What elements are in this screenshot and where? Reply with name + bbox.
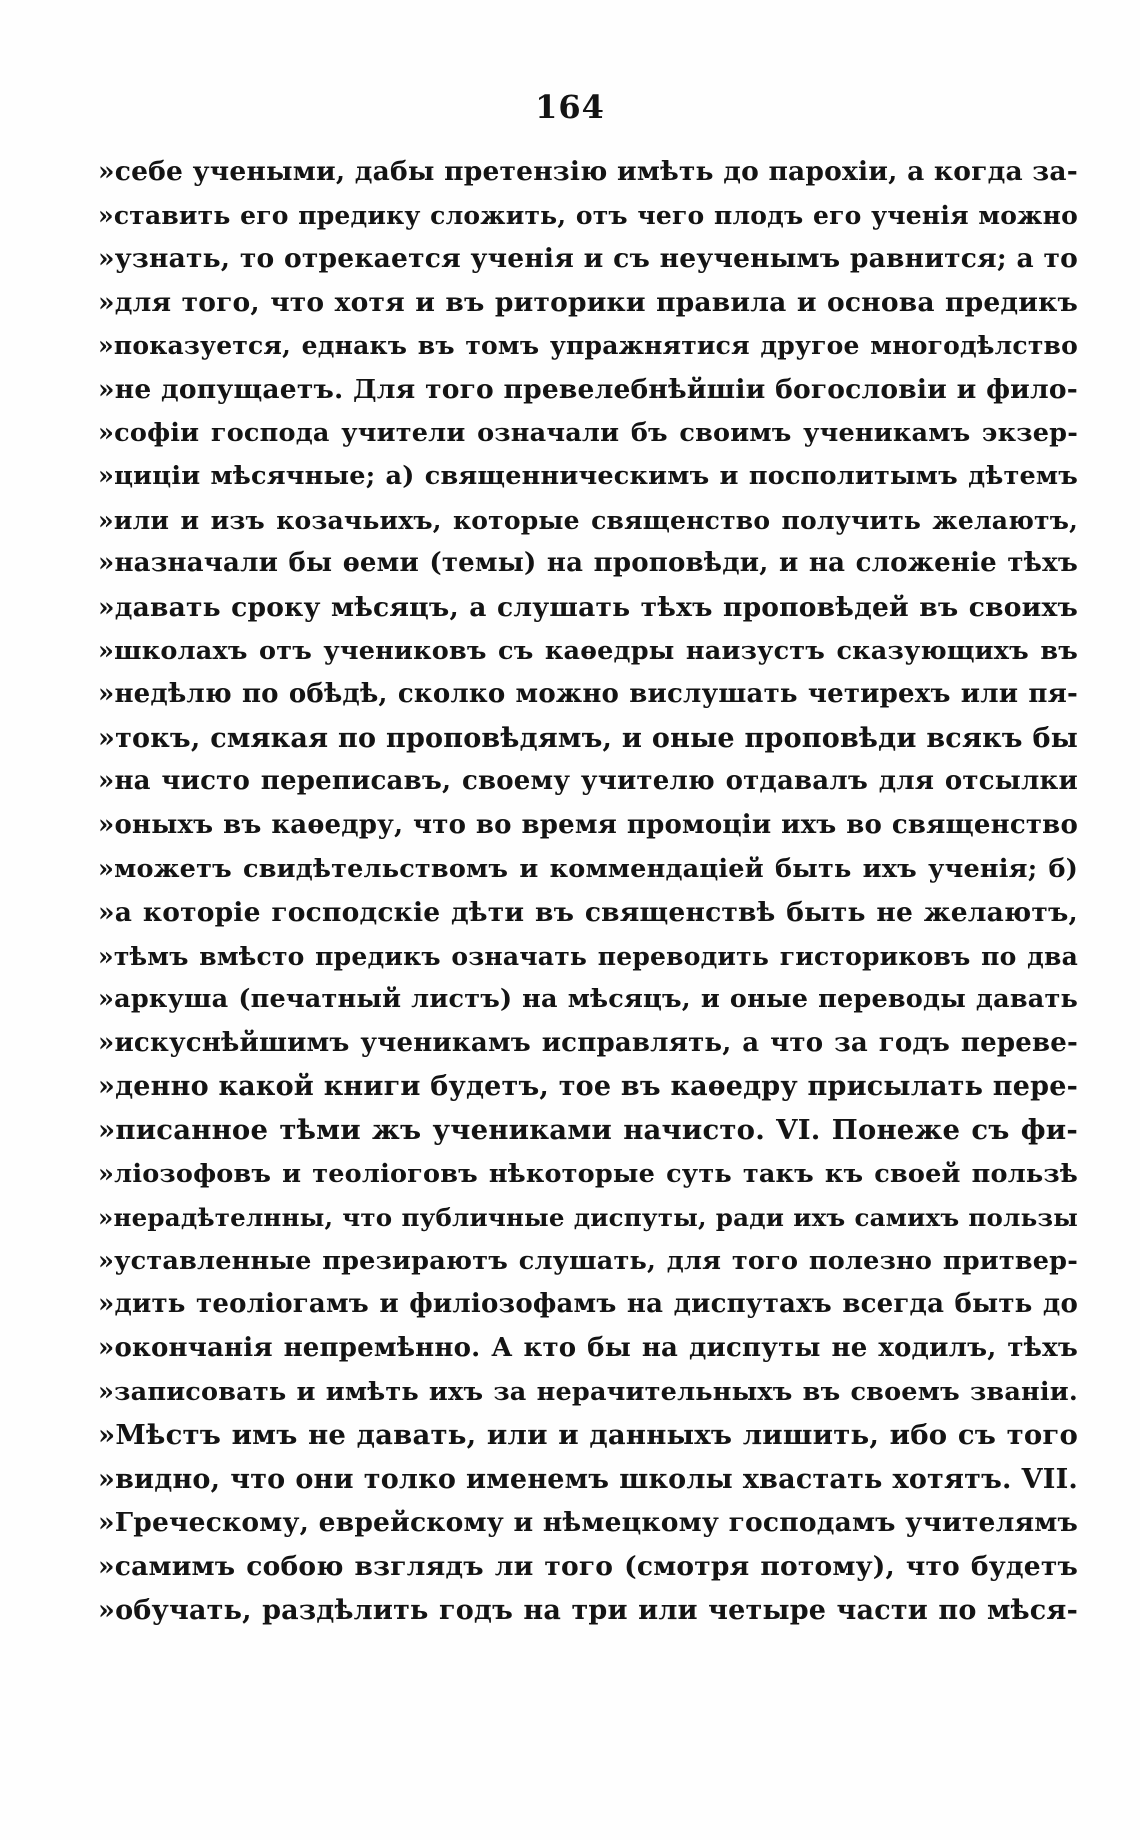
text-line: »аркуша (печатный листъ) на мѣсяцъ, и оные переводы давать <box>98 984 1078 1015</box>
text-line: »можетъ свидѣтельствомъ и коммендаціей быть ихъ ученія; б) <box>98 853 1078 884</box>
page-body-text <box>98 150 1078 1632</box>
text-line: »дить теоліогамъ и филіозофамъ на диспутахъ всегда быть до <box>98 1289 1078 1320</box>
text-line: »уставленные презираютъ слушать, для того полезно притвер- <box>98 1245 1078 1276</box>
text-line: »ставить его предику сложить, отъ чего плодъ его ученія можно <box>98 200 1078 230</box>
text-line: »узнать, то отрекается ученія и съ неученымъ равнится; а то <box>98 243 1078 275</box>
text-line: »денно какой книги будетъ, тое въ каѳедру присылать пере- <box>98 1071 1078 1103</box>
text-line: »школахъ отъ учениковъ съ каѳедры наизустъ сказующихъ въ <box>98 635 1078 666</box>
text-line: »искуснѣйшимъ ученикамъ исправлять, а что за годъ переве- <box>98 1027 1078 1058</box>
text-line: »записовать и имѣть ихъ за нерачительныхъ въ своемъ званіи. <box>98 1376 1078 1407</box>
text-line: »для того, что хотя и въ риторики правила и основа предикъ <box>98 286 1078 318</box>
text-line: »не допущаетъ. Для того превелебнѣйшіи богословіи и фило- <box>98 373 1078 405</box>
text-line: »Мѣстъ имъ не давать, или и данныхъ лишить, ибо съ того <box>98 1419 1078 1452</box>
page-number: 164 <box>535 88 605 126</box>
text-line: »нерадѣтелнны, что публичные диспуты, ради ихъ самихъ пользы <box>98 1203 1078 1233</box>
text-line: »недѣлю по обѣдѣ, сколко можно вислушать четирехъ или пя- <box>98 679 1078 710</box>
text-line: »софіи господа учители означали бъ своимъ ученикамъ экзер- <box>98 417 1078 448</box>
text-line: »тѣмъ вмѣсто предикъ означать переводить гисториковъ по два <box>98 941 1078 971</box>
text-line: »на чисто переписавъ, своему учителю отдавалъ для отсылки <box>98 766 1078 797</box>
text-line: »назначали бы ѳеми (темы) на проповѣди, и на сложеніе тѣхъ <box>98 548 1078 579</box>
text-line: »а которіе господскіе дѣти въ священствѣ быть не желаютъ, <box>98 897 1078 929</box>
text-line: »себе учеными, дабы претензію имѣть до парохіи, а когда за- <box>98 156 1078 187</box>
text-line: »давать сроку мѣсяцъ, а слушать тѣхъ проповѣдей въ своихъ <box>98 591 1078 623</box>
text-line: »ліозофовъ и теоліоговъ нѣкоторые суть такъ къ своей пользѣ <box>98 1158 1078 1189</box>
text-line: »показуется, еднакъ въ томъ упражнятися другое многодѣлство <box>98 331 1078 361</box>
text-line: »Греческому, еврейскому и нѣмецкому господамъ учителямъ <box>98 1507 1078 1539</box>
text-line: »писанное тѣми жъ учениками начисто. VI. Понеже съ фи- <box>98 1114 1078 1147</box>
text-line: »цицiи мѣсячные; а) священническимъ и посполитымъ дѣтемъ <box>98 461 1078 492</box>
text-line: »токъ, смякая по проповѣдямъ, и оные проповѣди всякъ бы <box>98 722 1078 754</box>
text-line: »видно, что они толко именемъ школы хвастать хотятъ. VII. <box>98 1463 1078 1495</box>
text-line: »обучать, раздѣлить годъ на три или четыре части по мѣся- <box>98 1594 1078 1626</box>
text-line: »самимъ собою взглядъ ли того (смотря потому), что будетъ <box>98 1551 1078 1582</box>
text-line: »оныхъ въ каѳедру, что во время промоціи ихъ во священство <box>98 809 1078 840</box>
text-line: »или и изъ козачьихъ, которые священство получить желаютъ, <box>98 505 1078 535</box>
text-line: »окончанія непремѣнно. А кто бы на диспуты не ходилъ, тѣхъ <box>98 1333 1078 1364</box>
